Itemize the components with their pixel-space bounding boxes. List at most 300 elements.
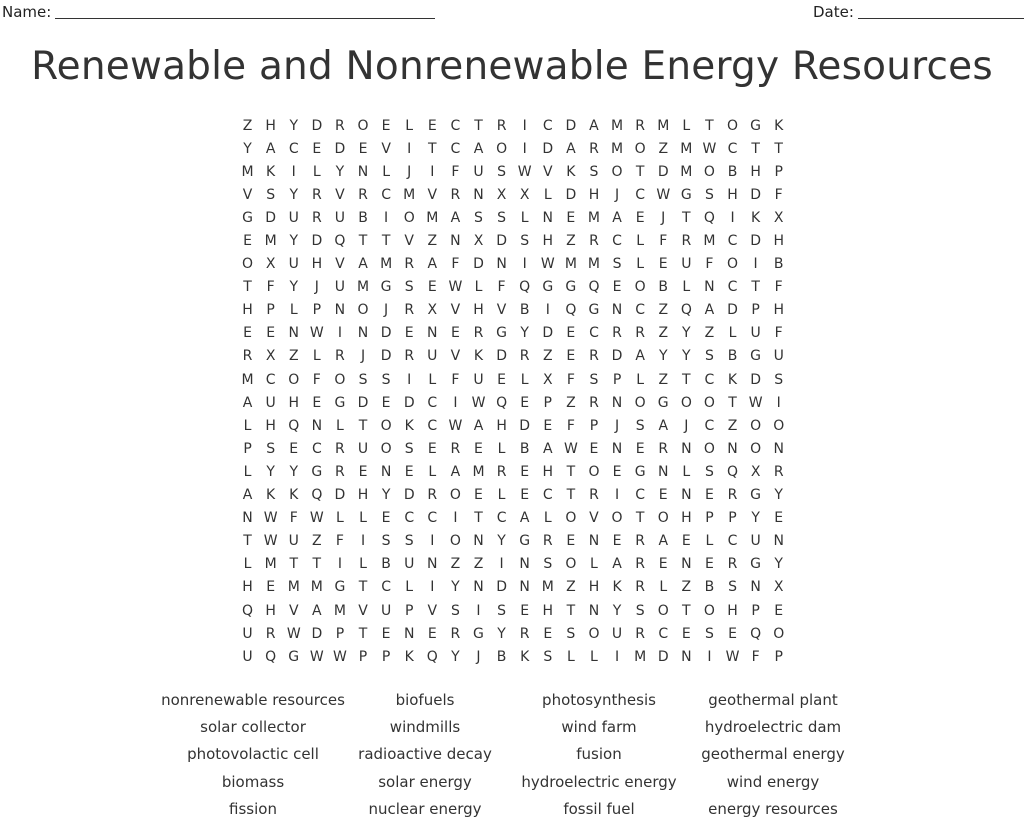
grid-letter[interactable]: P [404, 602, 414, 619]
grid-letter[interactable]: Y [658, 348, 668, 365]
grid-letter[interactable]: S [358, 371, 368, 388]
grid-letter[interactable]: L [336, 510, 344, 527]
grid-letter[interactable]: R [473, 325, 484, 342]
grid-letter[interactable]: N [427, 325, 438, 342]
grid-letter[interactable]: H [727, 186, 738, 203]
grid-letter[interactable]: E [404, 463, 414, 480]
grid-letter[interactable]: U [357, 440, 369, 457]
grid-letter[interactable]: I [430, 579, 435, 596]
grid-letter[interactable]: F [566, 371, 575, 388]
grid-letter[interactable]: P [312, 302, 322, 319]
grid-letter[interactable]: B [381, 556, 391, 573]
grid-letter[interactable]: O [750, 440, 762, 457]
grid-letter[interactable]: X [519, 186, 530, 203]
grid-letter[interactable]: I [707, 648, 712, 665]
grid-letter[interactable]: C [542, 487, 553, 504]
grid-letter[interactable]: A [519, 510, 530, 527]
grid-letter[interactable]: L [682, 279, 691, 296]
grid-letter[interactable]: E [681, 533, 691, 550]
grid-letter[interactable]: T [474, 510, 483, 527]
grid-letter[interactable]: H [242, 579, 253, 596]
grid-letter[interactable]: Z [473, 556, 484, 573]
grid-letter[interactable]: Y [289, 279, 299, 296]
grid-letter[interactable]: P [589, 417, 599, 434]
grid-letter[interactable]: M [564, 256, 577, 273]
grid-letter[interactable]: H [496, 417, 507, 434]
grid-letter[interactable]: C [542, 117, 553, 134]
grid-letter[interactable]: E [566, 533, 576, 550]
grid-letter[interactable]: M [587, 256, 600, 273]
grid-letter[interactable]: O [657, 510, 669, 527]
grid-letter[interactable]: C [450, 140, 461, 157]
grid-letter[interactable]: H [265, 602, 276, 619]
grid-letter[interactable]: Y [266, 463, 275, 480]
grid-letter[interactable]: S [589, 371, 599, 388]
grid-letter[interactable]: P [728, 510, 737, 527]
grid-letter[interactable]: Y [243, 140, 252, 157]
grid-letter[interactable]: E [589, 440, 599, 457]
grid-letter[interactable]: I [407, 140, 412, 157]
grid-letter[interactable]: E [289, 440, 299, 457]
grid-letter[interactable]: U [427, 348, 438, 365]
grid-letter[interactable]: F [566, 417, 575, 434]
grid-letter[interactable]: H [357, 487, 369, 504]
grid-letter[interactable]: E [358, 140, 368, 157]
grid-letter[interactable]: O [403, 209, 415, 226]
grid-letter[interactable]: X [265, 348, 276, 365]
grid-letter[interactable]: Q [311, 487, 323, 504]
grid-letter[interactable]: L [428, 463, 437, 480]
grid-letter[interactable]: T [358, 233, 368, 250]
grid-letter[interactable]: I [614, 487, 620, 504]
grid-letter[interactable]: F [774, 186, 783, 203]
grid-letter[interactable]: G [334, 579, 346, 596]
grid-letter[interactable]: Z [658, 325, 669, 342]
grid-letter[interactable]: L [405, 579, 414, 596]
grid-letter[interactable]: Q [750, 625, 762, 642]
grid-letter[interactable]: W [725, 648, 740, 665]
grid-letter[interactable]: T [428, 140, 437, 157]
grid-letter[interactable]: E [427, 279, 437, 296]
grid-letter[interactable]: N [681, 487, 692, 504]
grid-letter[interactable]: D [565, 186, 577, 203]
grid-letter[interactable]: A [450, 463, 461, 480]
grid-letter[interactable]: D [311, 117, 323, 134]
grid-letter[interactable]: C [265, 371, 276, 388]
grid-letter[interactable]: E [728, 625, 737, 642]
grid-letter[interactable]: E [658, 487, 668, 504]
grid-letter[interactable]: R [635, 117, 645, 134]
grid-letter[interactable]: H [542, 233, 554, 250]
grid-letter[interactable]: V [542, 163, 553, 180]
grid-letter[interactable]: T [751, 279, 760, 296]
grid-letter[interactable]: O [380, 440, 392, 457]
grid-letter[interactable]: H [727, 602, 738, 619]
grid-letter[interactable]: N [681, 440, 692, 457]
grid-letter[interactable]: L [243, 556, 252, 573]
grid-letter[interactable]: L [590, 556, 598, 573]
grid-letter[interactable]: U [242, 625, 253, 642]
grid-letter[interactable]: D [311, 233, 323, 250]
grid-letter[interactable]: N [334, 302, 346, 319]
grid-letter[interactable]: V [404, 233, 414, 250]
grid-letter[interactable]: C [704, 417, 715, 434]
grid-letter[interactable]: O [634, 394, 646, 411]
grid-letter[interactable]: Y [289, 463, 299, 480]
grid-letter[interactable]: T [774, 140, 783, 157]
grid-letter[interactable]: E [566, 209, 576, 226]
grid-letter[interactable]: T [566, 487, 576, 504]
grid-letter[interactable]: Y [612, 602, 622, 619]
grid-letter[interactable]: S [589, 163, 599, 180]
grid-letter[interactable]: J [407, 163, 412, 180]
grid-letter[interactable]: R [589, 348, 599, 365]
grid-letter[interactable]: F [497, 279, 506, 296]
grid-letter[interactable]: F [774, 325, 783, 342]
grid-letter[interactable]: L [497, 487, 506, 504]
grid-letter[interactable]: B [519, 302, 530, 319]
grid-letter[interactable]: F [705, 256, 714, 273]
grid-letter[interactable]: M [611, 117, 624, 134]
grid-letter[interactable]: P [751, 602, 760, 619]
grid-letter[interactable]: U [334, 279, 346, 296]
grid-letter[interactable]: Y [381, 487, 391, 504]
grid-letter[interactable]: U [288, 256, 299, 273]
grid-letter[interactable]: N [519, 579, 530, 596]
grid-letter[interactable]: V [427, 186, 438, 203]
grid-letter[interactable]: N [773, 533, 784, 550]
grid-letter[interactable]: R [265, 625, 276, 642]
grid-letter[interactable]: D [334, 487, 346, 504]
grid-letter[interactable]: R [404, 302, 415, 319]
grid-letter[interactable]: W [309, 510, 324, 527]
grid-letter[interactable]: R [335, 463, 345, 480]
grid-letter[interactable]: R [450, 625, 461, 642]
grid-letter[interactable]: O [357, 302, 369, 319]
grid-letter[interactable]: F [335, 533, 344, 550]
grid-letter[interactable]: V [496, 302, 507, 319]
grid-letter[interactable]: U [334, 209, 346, 226]
grid-letter[interactable]: I [753, 256, 758, 273]
grid-letter[interactable]: A [312, 602, 322, 619]
grid-letter[interactable]: R [727, 487, 738, 504]
grid-letter[interactable]: M [403, 186, 416, 203]
grid-letter[interactable]: L [566, 648, 575, 665]
grid-letter[interactable]: M [541, 579, 554, 596]
grid-letter[interactable]: V [450, 302, 461, 319]
grid-letter[interactable]: G [750, 117, 762, 134]
grid-letter[interactable]: O [449, 487, 461, 504]
grid-letter[interactable]: N [311, 417, 323, 434]
grid-letter[interactable]: D [750, 233, 761, 250]
grid-letter[interactable]: L [312, 348, 321, 365]
grid-letter[interactable]: C [727, 140, 738, 157]
grid-letter[interactable]: E [566, 348, 576, 365]
grid-letter[interactable]: R [681, 233, 692, 250]
grid-letter[interactable]: W [263, 510, 278, 527]
grid-letter[interactable]: M [356, 279, 370, 296]
grid-letter[interactable]: V [358, 602, 368, 619]
grid-letter[interactable]: Y [289, 233, 299, 250]
grid-letter[interactable]: D [657, 648, 669, 665]
grid-letter[interactable]: H [311, 256, 323, 273]
grid-letter[interactable]: O [727, 256, 739, 273]
grid-letter[interactable]: O [357, 117, 369, 134]
grid-letter[interactable]: Q [519, 279, 531, 296]
grid-letter[interactable]: G [288, 648, 300, 665]
grid-letter[interactable]: U [611, 625, 623, 642]
grid-letter[interactable]: R [519, 348, 530, 365]
grid-letter[interactable]: R [404, 348, 415, 365]
grid-letter[interactable]: J [384, 302, 389, 319]
grid-letter[interactable]: C [635, 186, 646, 203]
grid-letter[interactable]: P [543, 394, 552, 411]
grid-letter[interactable]: P [266, 302, 275, 319]
grid-letter[interactable]: A [589, 117, 599, 134]
grid-letter[interactable]: N [450, 233, 461, 250]
grid-letter[interactable]: I [522, 256, 527, 273]
grid-letter[interactable]: J [476, 648, 481, 665]
grid-letter[interactable]: B [773, 256, 784, 273]
grid-letter[interactable]: E [774, 510, 784, 527]
grid-letter[interactable]: S [704, 463, 714, 480]
grid-letter[interactable]: T [751, 140, 760, 157]
grid-letter[interactable]: D [496, 348, 507, 365]
grid-letter[interactable]: S [497, 602, 507, 619]
grid-letter[interactable]: W [263, 533, 278, 550]
grid-letter[interactable]: C [427, 510, 438, 527]
grid-letter[interactable]: D [750, 186, 761, 203]
grid-letter[interactable]: E [681, 625, 691, 642]
grid-letter[interactable]: K [612, 579, 622, 596]
grid-letter[interactable]: S [612, 256, 622, 273]
grid-letter[interactable]: C [381, 579, 391, 596]
grid-letter[interactable]: S [728, 579, 737, 596]
grid-letter[interactable]: N [403, 625, 415, 642]
grid-letter[interactable]: E [243, 233, 252, 250]
grid-letter[interactable]: A [450, 209, 461, 226]
grid-letter[interactable]: K [404, 417, 414, 434]
grid-letter[interactable]: N [704, 279, 715, 296]
grid-letter[interactable]: M [634, 648, 647, 665]
grid-letter[interactable]: O [703, 163, 715, 180]
grid-letter[interactable]: I [730, 209, 735, 226]
grid-letter[interactable]: H [288, 394, 299, 411]
grid-letter[interactable]: E [381, 394, 391, 411]
grid-letter[interactable]: Y [774, 556, 783, 573]
grid-letter[interactable]: D [496, 579, 507, 596]
grid-letter[interactable]: C [496, 510, 507, 527]
grid-letter[interactable]: E [635, 209, 645, 226]
grid-letter[interactable]: X [496, 186, 507, 203]
grid-letter[interactable]: G [680, 186, 692, 203]
grid-letter[interactable]: B [727, 163, 738, 180]
grid-letter[interactable]: R [311, 209, 322, 226]
grid-letter[interactable]: P [705, 510, 714, 527]
grid-letter[interactable]: L [705, 533, 714, 550]
grid-letter[interactable]: G [750, 556, 762, 573]
grid-letter[interactable]: R [427, 487, 438, 504]
grid-letter[interactable]: O [657, 602, 669, 619]
grid-letter[interactable]: T [682, 371, 691, 388]
grid-letter[interactable]: N [473, 186, 484, 203]
grid-letter[interactable]: Z [658, 140, 669, 157]
grid-letter[interactable]: W [702, 140, 717, 157]
grid-letter[interactable]: E [497, 371, 506, 388]
grid-letter[interactable]: L [682, 117, 691, 134]
grid-letter[interactable]: M [657, 117, 670, 134]
grid-letter[interactable]: Z [681, 579, 692, 596]
grid-letter[interactable]: O [703, 440, 715, 457]
grid-letter[interactable]: S [704, 625, 714, 642]
grid-letter[interactable]: R [450, 440, 461, 457]
grid-letter[interactable]: N [288, 325, 299, 342]
grid-letter[interactable]: D [519, 417, 531, 434]
grid-letter[interactable]: O [703, 394, 715, 411]
grid-letter[interactable]: M [241, 163, 254, 180]
grid-letter[interactable]: E [312, 394, 322, 411]
grid-letter[interactable]: T [635, 163, 645, 180]
grid-letter[interactable]: T [289, 556, 299, 573]
grid-letter[interactable]: E [266, 325, 276, 342]
grid-letter[interactable]: W [333, 648, 347, 665]
grid-letter[interactable]: X [473, 233, 484, 250]
grid-letter[interactable]: H [588, 186, 600, 203]
grid-letter[interactable]: K [774, 117, 784, 134]
grid-letter[interactable]: R [311, 186, 322, 203]
grid-letter[interactable]: N [588, 533, 600, 550]
grid-letter[interactable]: G [242, 209, 253, 226]
grid-letter[interactable]: L [382, 163, 391, 180]
grid-letter[interactable]: T [682, 602, 691, 619]
grid-letter[interactable]: Z [566, 233, 576, 250]
grid-letter[interactable]: T [358, 579, 368, 596]
grid-letter[interactable]: R [450, 186, 461, 203]
grid-letter[interactable]: Z [566, 394, 576, 411]
grid-letter[interactable]: R [335, 440, 345, 457]
grid-letter[interactable]: V [335, 186, 345, 203]
date-field[interactable] [813, 3, 1024, 21]
grid-letter[interactable]: R [242, 348, 253, 365]
grid-letter[interactable]: L [312, 163, 321, 180]
grid-letter[interactable]: X [265, 256, 276, 273]
grid-letter[interactable]: E [266, 579, 276, 596]
grid-letter[interactable]: N [657, 463, 669, 480]
grid-letter[interactable]: R [335, 117, 345, 134]
grid-letter[interactable]: D [565, 117, 577, 134]
grid-letter[interactable]: B [496, 648, 507, 665]
grid-letter[interactable]: E [474, 440, 483, 457]
grid-letter[interactable]: K [520, 648, 530, 665]
grid-letter[interactable]: Y [682, 348, 691, 365]
grid-letter[interactable]: R [519, 625, 530, 642]
grid-letter[interactable]: Q [565, 302, 577, 319]
grid-letter[interactable]: Z [566, 579, 576, 596]
grid-letter[interactable]: G [750, 348, 762, 365]
grid-letter[interactable]: D [542, 140, 554, 157]
grid-letter[interactable]: F [312, 371, 321, 388]
grid-letter[interactable]: G [334, 394, 346, 411]
grid-letter[interactable]: M [264, 233, 277, 250]
grid-letter[interactable]: H [750, 163, 761, 180]
grid-letter[interactable]: O [611, 163, 623, 180]
grid-letter[interactable]: Y [682, 325, 691, 342]
grid-letter[interactable]: O [588, 463, 600, 480]
grid-letter[interactable]: C [589, 325, 599, 342]
name-field[interactable] [2, 3, 435, 21]
grid-letter[interactable]: E [612, 533, 622, 550]
grid-letter[interactable]: D [311, 625, 323, 642]
grid-letter[interactable]: R [773, 463, 784, 480]
grid-letter[interactable]: G [750, 487, 762, 504]
grid-letter[interactable]: S [543, 556, 553, 573]
grid-letter[interactable]: N [427, 556, 438, 573]
grid-letter[interactable]: S [635, 417, 645, 434]
grid-letter[interactable]: I [476, 602, 481, 619]
grid-letter[interactable]: D [473, 256, 484, 273]
grid-letter[interactable]: S [520, 233, 530, 250]
grid-letter[interactable]: G [657, 394, 669, 411]
grid-letter[interactable]: C [404, 510, 415, 527]
grid-letter[interactable]: Y [497, 625, 506, 642]
grid-letter[interactable]: S [381, 371, 391, 388]
grid-letter[interactable]: X [427, 302, 438, 319]
grid-letter[interactable]: N [542, 209, 553, 226]
grid-letter[interactable]: F [451, 256, 460, 273]
grid-letter[interactable]: F [266, 279, 275, 296]
grid-letter[interactable]: L [636, 371, 645, 388]
grid-letter[interactable]: R [612, 325, 622, 342]
grid-letter[interactable]: M [287, 579, 300, 596]
grid-letter[interactable]: Q [588, 279, 600, 296]
grid-letter[interactable]: I [430, 163, 435, 180]
grid-letter[interactable]: I [384, 209, 389, 226]
grid-letter[interactable]: M [310, 579, 323, 596]
grid-letter[interactable]: N [611, 394, 623, 411]
grid-letter[interactable]: T [243, 533, 252, 550]
grid-letter[interactable]: J [614, 186, 620, 203]
grid-letter[interactable]: S [404, 279, 414, 296]
grid-letter[interactable]: B [519, 440, 530, 457]
grid-letter[interactable]: E [381, 510, 391, 527]
grid-letter[interactable]: C [635, 302, 646, 319]
grid-letter[interactable]: L [359, 510, 367, 527]
grid-letter[interactable]: H [265, 117, 276, 134]
grid-letter[interactable]: E [381, 117, 391, 134]
grid-letter[interactable]: E [612, 279, 622, 296]
grid-letter[interactable]: O [611, 510, 623, 527]
grid-letter[interactable]: C [658, 625, 669, 642]
grid-letter[interactable]: R [635, 579, 645, 596]
grid-letter[interactable]: C [704, 371, 715, 388]
grid-letter[interactable]: M [611, 140, 624, 157]
grid-letter[interactable]: L [520, 209, 529, 226]
grid-letter[interactable]: H [265, 417, 276, 434]
grid-letter[interactable]: G [496, 325, 507, 342]
grid-letter[interactable]: M [680, 163, 693, 180]
grid-letter[interactable]: H [681, 510, 692, 527]
grid-letter[interactable]: S [404, 440, 414, 457]
grid-letter[interactable]: D [403, 487, 415, 504]
grid-letter[interactable]: S [497, 209, 507, 226]
grid-letter[interactable]: W [540, 256, 555, 273]
grid-letter[interactable]: S [497, 163, 507, 180]
grid-letter[interactable]: Q [703, 209, 715, 226]
grid-letter[interactable]: C [450, 117, 461, 134]
grid-letter[interactable]: D [403, 394, 415, 411]
grid-letter[interactable]: G [634, 463, 646, 480]
grid-letter[interactable]: Z [658, 371, 669, 388]
